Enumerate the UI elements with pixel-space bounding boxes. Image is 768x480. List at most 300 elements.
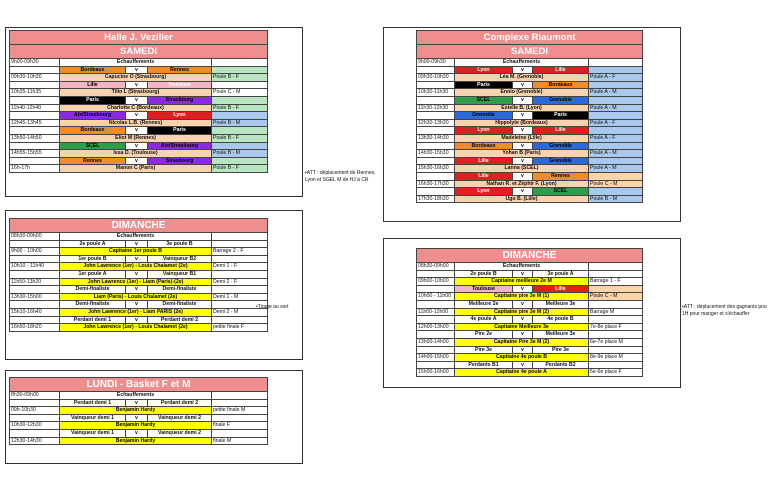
table-cell: 2e poule B (455, 270, 513, 278)
table-cell (10, 316, 60, 324)
table-cell: v (513, 172, 533, 180)
table-row (10, 301, 268, 309)
table-row (10, 407, 268, 415)
table-row (417, 188, 643, 196)
table-row (10, 278, 268, 286)
table-row (417, 180, 643, 188)
table-cell (417, 81, 455, 89)
table-cell: Poule A - F (589, 119, 643, 127)
table-cell: Bordeaux (533, 81, 589, 89)
schedule-riaumont-samedi (416, 30, 643, 203)
table-cell (417, 361, 455, 369)
table-cell: 3e poule A (533, 270, 589, 278)
table-cell (589, 96, 643, 104)
table-cell: Poule A - M (589, 104, 643, 112)
table-cell: Echauffements (455, 263, 589, 271)
table-cell: Demi 1 - M (212, 293, 268, 301)
table-cell: SCEL (533, 188, 589, 196)
table-cell (212, 429, 268, 437)
table-cell: Bordeaux (455, 142, 513, 150)
table-cell: v (126, 66, 148, 74)
table-cell: 11h40-12h40 (10, 104, 60, 112)
table-row (10, 157, 268, 165)
table-cell (417, 112, 455, 120)
table-row (417, 270, 643, 278)
table-cell: v (126, 255, 148, 263)
table-cell: Poule B - F (212, 165, 268, 173)
table-row (10, 399, 268, 407)
table-cell: 9h00-09h30 (10, 59, 60, 67)
table-cell: v (126, 142, 148, 150)
table-cell: 10h35-11h35 (10, 89, 60, 97)
table-cell: Paris (455, 81, 513, 89)
table-cell (10, 96, 60, 104)
table-row (10, 89, 268, 97)
table-cell: Poule C - M (589, 180, 643, 188)
table-row (10, 414, 268, 422)
table-cell: Aix/Strasbourg (60, 112, 126, 120)
table-cell: 1er poule B (60, 255, 126, 263)
table-cell: Capitaine 4e poule A (455, 369, 589, 377)
table-cell: Lille (533, 66, 589, 74)
table-cell (212, 233, 268, 241)
table-cell: Capucine O (Strasbourg) (60, 74, 212, 82)
table-cell: Rennes (148, 66, 212, 74)
table-row (417, 157, 643, 165)
table-row (10, 233, 268, 241)
table-cell (10, 66, 60, 74)
table-cell: Capitaine Pire 3e M (2) (455, 338, 589, 346)
table-cell: Lille (60, 81, 126, 89)
table-cell: Toulouse (455, 285, 513, 293)
table-cell (212, 316, 268, 324)
table-cell: 08h30-09h00 (417, 263, 455, 271)
table-cell: Vainqueur B2 (148, 255, 212, 263)
table-row (417, 172, 643, 180)
table-cell: Paris (533, 112, 589, 120)
table-cell: 12h30-13h30 (417, 119, 455, 127)
table-cell: Poule B - F (212, 134, 268, 142)
table-cell: v (126, 414, 148, 422)
table-cell: 14h00-15h00 (417, 354, 455, 362)
table-cell: 4e poule A (455, 316, 513, 324)
table-row (417, 354, 643, 362)
table-cell: Poule B - F (212, 74, 268, 82)
table-cell: Manon C (Paris) (60, 165, 212, 173)
table-row (417, 142, 643, 150)
table-cell: 11h30-12h30 (417, 104, 455, 112)
table-row (10, 142, 268, 150)
table-cell: Pire 3e (455, 346, 513, 354)
table-row (417, 66, 643, 74)
table-cell: Poule B - M (589, 195, 643, 203)
table-cell (417, 188, 455, 196)
table-cell (589, 81, 643, 89)
table-cell (212, 112, 268, 120)
table-cell: v (513, 81, 533, 89)
table-cell: Grenoble (533, 96, 589, 104)
table-cell: 12h45-13h45 (10, 119, 60, 127)
table-cell: John Lawrence (1er) - Liam PARIS (2e) (60, 308, 212, 316)
table-cell: Barrage 2 - F (212, 248, 268, 256)
table-cell: finale M (212, 437, 268, 445)
table-row (10, 324, 268, 332)
table-cell: Capitaine 4e poule B (455, 354, 589, 362)
table-cell: Paris (60, 96, 126, 104)
table-cell: Estelle B. (Lyon) (455, 104, 589, 112)
table-row (10, 392, 268, 400)
schedule-halle-samedi (9, 30, 268, 173)
day-title: LUNDI - Basket F et M (10, 378, 268, 392)
table-cell (589, 285, 643, 293)
table-row (10, 96, 268, 104)
table-row (417, 331, 643, 339)
day-title: SAMEDI (417, 45, 643, 59)
table-cell (212, 96, 268, 104)
table-cell: Hippolyte (Bordeaux) (455, 119, 589, 127)
table-cell: v (513, 316, 533, 324)
table-cell: Echauffements (455, 59, 589, 67)
table-cell: Meilleure 2e (455, 300, 513, 308)
table-cell: petite finale F (212, 324, 268, 332)
table-cell: SCEL (455, 96, 513, 104)
table-cell: 15h30-16h30 (417, 165, 455, 173)
table-row (417, 89, 643, 97)
table-cell: Ugo B. (Lille) (455, 195, 589, 203)
table-cell: Bordeaux (60, 127, 126, 135)
table-cell: Poule A - M (589, 89, 643, 97)
table-cell: Ennio (Grenoble) (455, 89, 589, 97)
table-cell: Yohan B (Paris) (455, 150, 589, 158)
table-cell: Poule A - F (589, 74, 643, 82)
table-cell: Liam (Paris) - Louis Chalamet (2e) (60, 293, 212, 301)
table-cell: 09h30-10h30 (417, 74, 455, 82)
table-row (10, 255, 268, 263)
table-cell (417, 96, 455, 104)
table-cell: v (126, 316, 148, 324)
table-cell: v (513, 112, 533, 120)
table-cell: Grenoble (533, 142, 589, 150)
table-cell (212, 157, 268, 165)
table-cell (10, 81, 60, 89)
table-cell: v (513, 270, 533, 278)
table-cell: Lille (533, 285, 589, 293)
table-row (417, 369, 643, 377)
table-cell: Vainqueur B1 (148, 270, 212, 278)
table-cell: 16h50-18h20 (10, 324, 60, 332)
table-cell: 2e poule A (60, 240, 126, 248)
table-cell: 12h00-13h00 (417, 323, 455, 331)
table-cell: Poule B - F (212, 104, 268, 112)
table-cell: Issa D. (Toulouse) (60, 150, 212, 158)
table-cell: Benjamin Hardy (60, 422, 212, 430)
table-cell: Grenoble (455, 112, 513, 120)
table-cell (589, 300, 643, 308)
table-row (10, 437, 268, 445)
table-cell: 3e poule B (148, 240, 212, 248)
table-cell: 8e-9e place M (589, 354, 643, 362)
table-cell: Lyon (455, 188, 513, 196)
table-cell: v (513, 142, 533, 150)
table-cell (10, 157, 60, 165)
day-title: DIMANCHE (417, 249, 643, 263)
table-cell: Lille (533, 127, 589, 135)
table-row (10, 127, 268, 135)
table-cell: Poule B - M (212, 150, 268, 158)
table-cell: Grenoble (533, 157, 589, 165)
schedule-lundi (9, 377, 268, 445)
table-cell: Demi-finaliste (60, 301, 126, 309)
table-row (417, 127, 643, 135)
table-row (10, 270, 268, 278)
table-cell: 09h00-10h00 (417, 278, 455, 286)
table-row (417, 338, 643, 346)
table-cell: 10h30-11h30 (417, 89, 455, 97)
table-row (10, 286, 268, 294)
table-cell: Barrage M (589, 308, 643, 316)
table-cell: Vainqueur demi 1 (60, 414, 126, 422)
table-cell: Meilleure 3e (533, 331, 589, 339)
table-row (10, 134, 268, 142)
table-cell (212, 142, 268, 150)
table-cell: Lille (455, 157, 513, 165)
table-cell: 10h30-12h30 (10, 422, 60, 430)
table-cell (589, 127, 643, 135)
table-cell: v (513, 188, 533, 196)
table-row (10, 81, 268, 89)
table-cell: Vainqueur demi 2 (148, 414, 212, 422)
table-cell: Perdants B1 (455, 361, 513, 369)
table-cell (212, 81, 268, 89)
table-row (417, 316, 643, 324)
table-row (417, 323, 643, 331)
table-cell: Strasbourg (148, 157, 212, 165)
table-row (417, 59, 643, 67)
table-cell (212, 270, 268, 278)
day-title: SAMEDI (10, 45, 268, 59)
table-cell: 5e-6e place F (589, 369, 643, 377)
table-cell: 09h-10h30 (10, 407, 60, 415)
table-row (10, 119, 268, 127)
table-row (417, 361, 643, 369)
table-cell: v (126, 157, 148, 165)
table-cell: Charlotte C (Bordeaux) (60, 104, 212, 112)
table-cell: Perdant demi 1 (60, 316, 126, 324)
note-deplacement-samedi: •ATT : déplacement de Rennes, Lyon et SGEL M de HJ à CR (305, 170, 376, 183)
table-cell: Capitaine pire 3e M (2) (455, 308, 589, 316)
table-row (10, 293, 268, 301)
table-cell: Strasbourg (148, 96, 212, 104)
table-cell: Lyon (455, 127, 513, 135)
table-row (10, 263, 268, 271)
table-cell (417, 300, 455, 308)
table-cell: 17h30-18h30 (417, 195, 455, 203)
table-cell: Bordeaux (60, 66, 126, 74)
table-cell: 16h30-17h30 (417, 180, 455, 188)
table-cell: Pire 2e (455, 331, 513, 339)
table-row (417, 96, 643, 104)
table-cell: Toulouse (148, 81, 212, 89)
table-cell (589, 263, 643, 271)
table-cell: Vainqueur demi 2 (148, 429, 212, 437)
table-cell (10, 142, 60, 150)
table-cell: v (513, 285, 533, 293)
table-row (10, 66, 268, 74)
table-cell: Lyon (455, 66, 513, 74)
table-cell (10, 270, 60, 278)
table-row (417, 285, 643, 293)
table-row (10, 104, 268, 112)
table-cell: Lyon (148, 112, 212, 120)
table-cell: 9h00 - 10h00 (10, 248, 60, 256)
table-cell: Demi 1 - F (212, 263, 268, 271)
table-row (417, 300, 643, 308)
note-deplacement-dimanche: •ATT : déplacement des gagnants pou 1H pour manger et s'échauffer (682, 304, 767, 317)
table-row (417, 134, 643, 142)
table-cell (589, 172, 643, 180)
table-cell: Vainqueur demi 1 (60, 429, 126, 437)
table-cell: Meilleure 3e (533, 300, 589, 308)
table-row (10, 74, 268, 82)
table-cell (589, 66, 643, 74)
table-row (417, 165, 643, 173)
table-cell (10, 240, 60, 248)
table-cell: Poule C - M (212, 89, 268, 97)
table-row (10, 59, 268, 67)
table-cell: 11h00-12h00 (417, 308, 455, 316)
table-cell (589, 331, 643, 339)
table-row (417, 112, 643, 120)
table-row (417, 263, 643, 271)
table-cell (589, 59, 643, 67)
table-cell (417, 316, 455, 324)
table-cell (212, 127, 268, 135)
table-row (417, 293, 643, 301)
table-cell (589, 188, 643, 196)
table-cell: Léa M. (Grenoble) (455, 74, 589, 82)
table-cell: v (126, 96, 148, 104)
table-cell (212, 286, 268, 294)
table-cell: Tilio L (Strasbourg) (60, 89, 212, 97)
table-cell (589, 346, 643, 354)
table-cell: Perdant demi 2 (148, 399, 212, 407)
table-cell: Poule C - M (589, 293, 643, 301)
table-cell: v (513, 346, 533, 354)
table-cell (10, 414, 60, 422)
table-row (417, 74, 643, 82)
table-cell (417, 346, 455, 354)
table-cell: John Lawrence (1er) - Liam (Paris)-(2e) (60, 278, 212, 286)
table-cell: 08h30-09h00 (10, 233, 60, 241)
table-cell: 7e-8e place F (589, 323, 643, 331)
table-cell: SCEL (60, 142, 126, 150)
table-cell: Capitaine 1er poule B (60, 248, 212, 256)
table-cell (589, 270, 643, 278)
table-cell: Aix/Strasbourg (148, 142, 212, 150)
table-cell: 10h10 - 11h40 (10, 263, 60, 271)
table-cell: Perdant demi 2 (148, 316, 212, 324)
table-cell: Madeleine (Lille) (455, 134, 589, 142)
table-row (417, 346, 643, 354)
table-row (10, 248, 268, 256)
table-cell (417, 127, 455, 135)
table-cell: 4e poule B (533, 316, 589, 324)
table-cell: v (126, 81, 148, 89)
table-cell: petite finale M (212, 407, 268, 415)
table-cell: Lanna (SCEL) (455, 165, 589, 173)
table-cell: 14h30-15h30 (417, 150, 455, 158)
table-cell (212, 240, 268, 248)
table-cell: 9h00-09h30 (417, 59, 455, 67)
table-cell: Poule A - F (589, 134, 643, 142)
table-cell (417, 331, 455, 339)
table-cell: Pire 3e (533, 346, 589, 354)
table-cell: Benjamin Hardy (60, 437, 212, 445)
table-cell: v (513, 361, 533, 369)
table-cell (10, 286, 60, 294)
venue-title: Complexe Riaumont (417, 31, 643, 45)
table-row (417, 150, 643, 158)
table-cell: v (126, 429, 148, 437)
table-cell: v (126, 112, 148, 120)
table-row (417, 81, 643, 89)
table-cell: John Lawrence (1er) - Louis Chalamet (2e) (60, 263, 212, 271)
table-row (10, 422, 268, 430)
table-cell: Eliot M (Rennes) (60, 134, 212, 142)
table-cell: v (513, 96, 533, 104)
table-cell: Demi-finaliste (60, 286, 126, 294)
table-cell: Demi-finaliste (148, 301, 212, 309)
table-cell: v (126, 270, 148, 278)
table-cell: Poule B - M (212, 119, 268, 127)
table-cell: Demi 2 - M (212, 308, 268, 316)
table-row (417, 278, 643, 286)
table-row (417, 104, 643, 112)
table-cell: 10h00 - 11h00 (417, 293, 455, 301)
table-cell: v (126, 127, 148, 135)
table-cell: v (513, 157, 533, 165)
table-cell: 11h50-13h20 (10, 278, 60, 286)
table-cell: Nicolas L.B. (Rennes) (60, 119, 212, 127)
schedule-riaumont-dimanche (416, 248, 643, 377)
table-row (417, 195, 643, 203)
table-row (10, 429, 268, 437)
table-cell: v (126, 301, 148, 309)
table-cell (212, 392, 268, 400)
table-cell: 12h30-14h30 (10, 437, 60, 445)
table-cell: Perdant demi 1 (60, 399, 126, 407)
table-cell: 6e-7e place M (589, 338, 643, 346)
table-cell: Capitaine pire 3e M (1) (455, 293, 589, 301)
table-cell: 16h-17h (10, 165, 60, 173)
table-cell: 13h30-15h00 (10, 293, 60, 301)
table-cell: Lille (455, 172, 513, 180)
table-cell: v (126, 240, 148, 248)
table-cell: 15h10-16h40 (10, 308, 60, 316)
table-cell: v (513, 331, 533, 339)
table-cell: Poule A - M (589, 150, 643, 158)
table-cell: Rennes (60, 157, 126, 165)
table-cell (589, 157, 643, 165)
table-cell (212, 399, 268, 407)
table-cell: v (513, 300, 533, 308)
table-row (417, 119, 643, 127)
table-row (10, 308, 268, 316)
table-cell (589, 361, 643, 369)
table-cell: Demi-finaliste (148, 286, 212, 294)
table-cell: Echauffements (60, 59, 212, 67)
table-cell: v (126, 286, 148, 294)
